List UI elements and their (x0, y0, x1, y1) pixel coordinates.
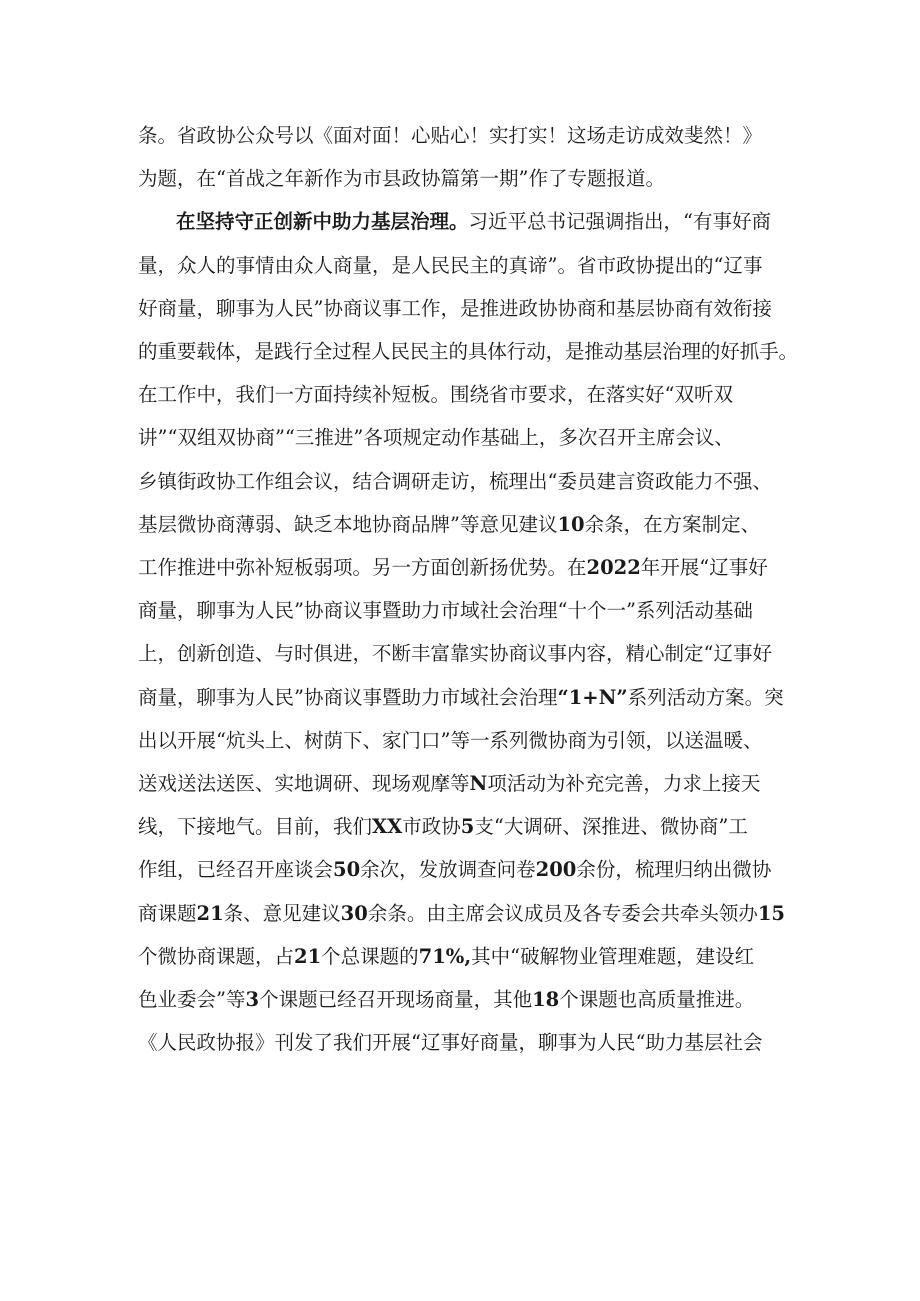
text-run: 支“大调研、深推进、微协商”工 (474, 815, 748, 839)
text-line (176, 202, 798, 242)
text-line (138, 375, 798, 415)
text-line (138, 246, 798, 286)
text-run: 商量，聊事为人民”协商议事暨助力市域社会治理 (138, 685, 558, 709)
text-line (138, 548, 798, 588)
text-run: 其中“破解物业管理难题，建设红 (471, 944, 755, 968)
text-line (138, 634, 798, 674)
text-run: 色业委会”等 (138, 988, 246, 1011)
bold-text-run: 3 (245, 988, 260, 1011)
text-line (138, 980, 798, 1020)
bold-text-run: 30 (340, 901, 368, 925)
text-run: 送戏送法送医、实地调研、现场观摩等 (138, 772, 470, 795)
text-line (138, 764, 798, 804)
text-run: 出以开展“炕头上、树荫下、家门口”等一系列微协商为引领，以送温暖、 (138, 728, 763, 752)
text-line (138, 418, 798, 458)
bold-text-run: 10 (557, 512, 585, 536)
text-run: 市政协 (402, 815, 461, 839)
bold-text-run: 21 (294, 944, 322, 968)
text-line (138, 289, 798, 329)
text-run: 个课题也高质量推进。 (559, 988, 755, 1011)
bold-text-run: 2022 (586, 556, 641, 579)
text-run: 个课题已经召开现场商量，其他 (259, 988, 533, 1011)
text-run: 余条。由主席会议成员及各专委会共牵头领办 (367, 901, 758, 925)
bold-text-run: XX (372, 815, 403, 839)
text-run: 余条，在方案制定、 (584, 512, 761, 536)
text-run: 余份，梳理归纳出微协 (576, 858, 772, 882)
text-run: 讲”“双组双协商”“三推进”各项规定动作基础上，多次召开主席会议、 (138, 426, 734, 450)
text-line (138, 937, 798, 977)
text-run: 好商量，聊事为人民”协商议事工作，是推进政协协商和基层协商有效衔接 (138, 296, 772, 320)
bold-text-run: 15 (757, 901, 785, 925)
text-run: 条、意见建议 (223, 901, 341, 925)
text-run: 余次，发放调查问卷 (360, 858, 536, 882)
text-line (138, 116, 798, 156)
text-line (138, 850, 798, 890)
text-run: 为题，在“首战之年新作为市县政协篇第一期”作了专题报道。 (138, 167, 665, 191)
bold-text-run: 200 (535, 858, 577, 882)
text-run: 商课题 (138, 901, 197, 925)
text-run: 商量，聊事为人民”协商议事暨助力市域社会治理“十个一”系列活动基础 (138, 599, 753, 623)
text-run: 习近平总书记强调指出，“有事好商 (468, 210, 771, 234)
text-run: 作组，已经召开座谈会 (138, 858, 334, 882)
text-run: 项活动为补充完善，力求上接天 (487, 772, 761, 795)
text-run: 系列活动方案。突 (627, 685, 784, 709)
text-run: 年开展“辽事好 (640, 556, 768, 579)
text-line (138, 678, 798, 718)
text-line (138, 505, 798, 545)
text-run: 条。省政协公众号以《面对面！心贴心！实打实！这场走访成效斐然！》 (138, 124, 763, 147)
text-run: 乡镇街政协工作组会议，结合调研走访，梳理出“委员建言资政能力不强、 (138, 469, 772, 493)
text-line (138, 591, 798, 631)
text-run: 在工作中，我们一方面持续补短板。围绕省市要求，在落实好“双听双 (138, 383, 733, 407)
text-line (138, 462, 798, 502)
bold-text-run: “1+N” (557, 685, 628, 709)
text-run: 线，下接地气。目前，我们 (138, 815, 373, 839)
text-line (138, 332, 798, 372)
bold-text-run: 18 (532, 988, 560, 1011)
text-run: 个总课题的 (321, 944, 419, 968)
text-run: 《人民政协报》刊发了我们开展“辽事好商量，聊事为人民“助力基层社会 (138, 1031, 763, 1055)
bold-text-run: 71%, (418, 944, 472, 968)
text-line (138, 894, 798, 934)
text-run: 工作推进中弥补短板弱项。另一方面创新扬优势。在 (138, 556, 587, 579)
bold-text-run: 在坚持守正创新中助力基层治理。 (176, 210, 469, 234)
text-line (138, 721, 798, 761)
text-run: 量，众人的事情由众人商量，是人民民主的真谛”。省市政协提出的“辽事 (138, 253, 763, 277)
bold-text-run: 21 (196, 901, 224, 925)
text-line (138, 1023, 798, 1063)
bold-text-run: N (469, 772, 488, 795)
text-line (138, 807, 798, 847)
text-run: 个微协商课题，占 (138, 944, 295, 968)
text-run: 基层微协商薄弱、缺乏本地协商品牌”等意见建议 (138, 512, 558, 536)
text-run: 上，创新创造、与时俱进，不断丰富靠实协商议事内容，精心制定“辽事好 (138, 642, 772, 666)
bold-text-run: 50 (333, 858, 361, 882)
text-line (138, 159, 798, 199)
text-run: 的重要载体，是践行全过程人民民主的具体行动，是推动基层治理的好抓手。 (138, 340, 798, 363)
bold-text-run: 5 (460, 815, 475, 839)
